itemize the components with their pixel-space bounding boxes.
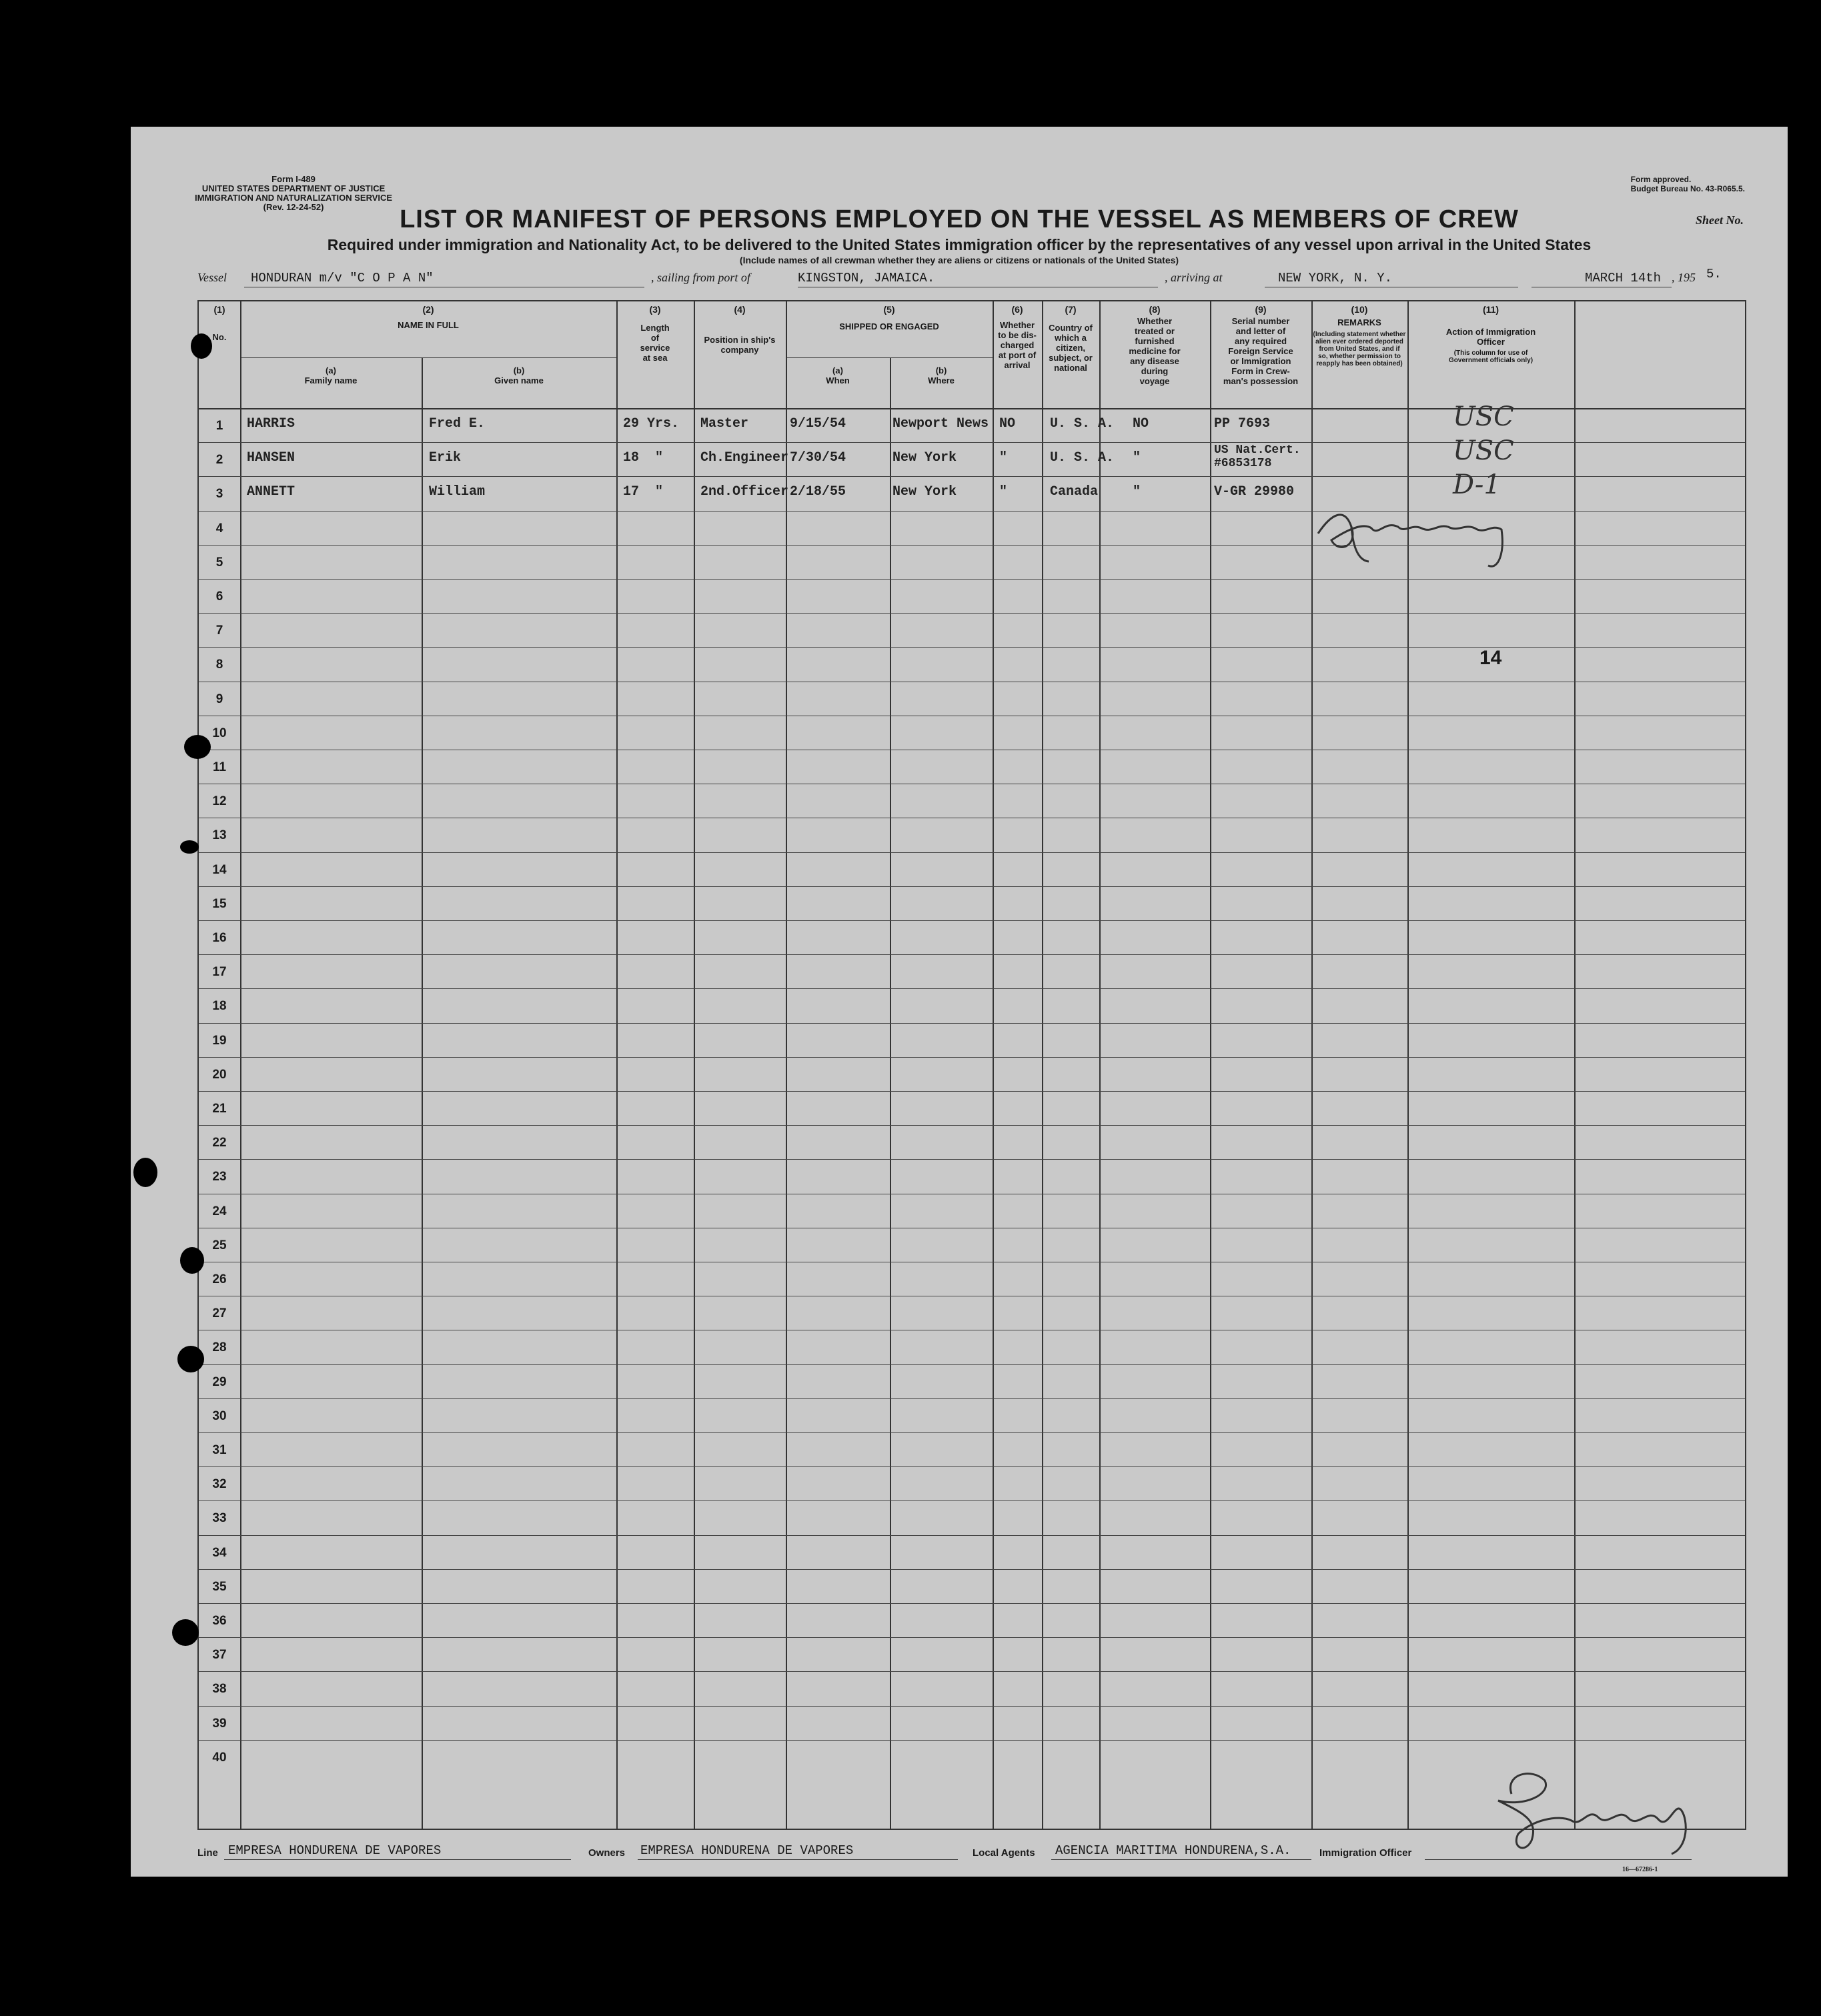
crew-discharged: " [999, 450, 1008, 466]
required-statement: Required under immigration and Nationality Act, to be delivered to the United States immigration officer by the representatives of any vessel upon arrival in the United States [327, 236, 1592, 253]
col2-number: (2) [422, 304, 434, 315]
revision: (Rev. 12-24-52) [263, 202, 324, 212]
row-number: 6 [215, 590, 223, 604]
row-number: 9 [215, 692, 223, 706]
manifest-page [131, 127, 1788, 1877]
row-number: 24 [212, 1204, 227, 1218]
col-position: Position in ship's company [704, 335, 776, 355]
col-country: Country of which a citizen, subject, or national [1049, 323, 1093, 373]
row-number: 13 [212, 828, 227, 843]
service: IMMIGRATION AND NATURALIZATION SERVICE [195, 193, 393, 203]
col-name-in-full: NAME IN FULL [398, 320, 459, 330]
row-number: 4 [215, 521, 223, 536]
row-number: 36 [212, 1614, 227, 1628]
crew-family: ANNETT [247, 484, 295, 500]
sheet-no: Sheet No. [1696, 213, 1744, 227]
col-treated: Whether treated or furnished medicine for any disease during voyage [1129, 316, 1181, 386]
crew-discharged: " [999, 484, 1008, 500]
crew-family: HANSEN [247, 450, 295, 466]
row-number: 27 [212, 1306, 227, 1321]
row-number: 35 [212, 1579, 227, 1594]
row-line [199, 476, 1745, 477]
budget-bureau: Budget Bureau No. 43-R065.5. [1630, 184, 1745, 193]
row-number: 10 [212, 726, 227, 740]
crew-action: USC [1453, 401, 1514, 432]
row-number: 7 [215, 624, 223, 638]
annotation-14: 14 [1479, 647, 1502, 669]
col-remarks-note: (Including statement whether alien ever ordered deported from United States, and if so, whether permission to reapply has been obtained) [1313, 331, 1406, 367]
year-prefix: , 195 [1672, 271, 1696, 284]
row-number: 11 [212, 760, 227, 774]
col-family-name: (a) Family name [304, 365, 358, 385]
row-number: 22 [212, 1136, 227, 1150]
col6-number: (6) [1011, 304, 1023, 315]
row-number: 12 [212, 794, 227, 809]
form-title: LIST OR MANIFEST OF PERSONS EMPLOYED ON THE VESSEL AS MEMBERS OF CREW [400, 205, 1519, 233]
print-code: 16—67286-1 [1622, 1866, 1658, 1873]
row-line [199, 1432, 1745, 1433]
row-number: 34 [212, 1545, 227, 1560]
crew-given: William [429, 484, 486, 500]
row-line [199, 579, 1745, 580]
owners-label: Owners [588, 1847, 626, 1859]
col9-number: (9) [1255, 304, 1267, 315]
row-line [199, 1057, 1745, 1058]
year-digit: 5. [1706, 267, 1722, 281]
col5-number: (5) [883, 304, 895, 315]
row-line [199, 852, 1745, 853]
row-line [199, 1603, 1745, 1604]
row-line [199, 1569, 1745, 1570]
voyage-line [197, 267, 1732, 288]
row-line [199, 1671, 1745, 1672]
punch-hole [177, 1346, 204, 1372]
col-length-service: Length of service at sea [640, 323, 670, 363]
form-header-right [1631, 175, 1745, 193]
row-number: 37 [212, 1648, 227, 1663]
col11-number: (11) [1482, 304, 1499, 315]
row-line [199, 1706, 1745, 1707]
owners-company: EMPRESA HONDURENA DE VAPORES [640, 1843, 854, 1858]
crew-position: Master [700, 416, 749, 431]
arriving-at: NEW YORK, N. Y. [1278, 271, 1393, 285]
row-line [199, 1535, 1745, 1536]
row-line [199, 1466, 1745, 1467]
crew-country: Canada [1050, 484, 1099, 500]
punch-hole [191, 333, 212, 359]
col-given-name: (b) Given name [494, 365, 544, 385]
row-number: 21 [212, 1102, 227, 1116]
row-number: 33 [212, 1511, 227, 1526]
row-number: 32 [212, 1477, 227, 1492]
crew-service: 18 " [623, 450, 664, 466]
arriving-label: , arriving at [1165, 271, 1223, 284]
crew-when: 7/30/54 [790, 450, 846, 466]
form-number: Form I-489 [271, 174, 316, 184]
signature-remarks [1305, 487, 1558, 574]
row-number: 8 [215, 658, 223, 672]
col-where: (b) Where [928, 365, 955, 385]
row-line [199, 1125, 1745, 1126]
col10-number: (10) [1351, 304, 1368, 315]
col-remarks: REMARKS [1337, 317, 1381, 327]
col8-number: (8) [1149, 304, 1161, 315]
officer-label: Immigration Officer [1319, 1847, 1412, 1859]
col-shipped-engaged: SHIPPED OR ENGAGED [839, 321, 939, 331]
department: UNITED STATES DEPARTMENT OF JUSTICE [201, 183, 386, 193]
crew-where: New York [892, 450, 957, 466]
crew-when: 2/18/55 [790, 484, 846, 500]
crew-when: 9/15/54 [790, 416, 846, 431]
line-label: Line [197, 1847, 218, 1859]
row-number: 5 [215, 555, 223, 570]
punch-hole [180, 1247, 204, 1274]
row-number: 30 [212, 1408, 227, 1423]
row-line [199, 920, 1745, 921]
row-line [199, 1364, 1745, 1365]
row-number: 28 [212, 1340, 227, 1355]
form-approved: Form approved. [1630, 175, 1692, 184]
row-line [199, 613, 1745, 614]
crew-discharged: NO [999, 416, 1016, 431]
col4-number: (4) [734, 304, 746, 315]
crew-service: 29 Yrs. [623, 416, 680, 431]
row-number: 38 [212, 1682, 227, 1697]
row-line [199, 988, 1745, 989]
crew-serial: V-GR 29980 [1214, 484, 1295, 500]
row-line [199, 647, 1745, 648]
crew-service: 17 " [623, 484, 664, 500]
crew-position: 2nd.Officer [700, 484, 789, 500]
row-line [199, 1398, 1745, 1399]
col-action: Action of Immigration Officer [1445, 327, 1536, 347]
col1-number: (1) [213, 304, 225, 315]
col-serial: Serial number and letter of any required Foreign Service or Immigration Form in Crew- man's possession [1223, 316, 1299, 386]
row-number: 1 [215, 419, 223, 433]
agents-label: Local Agents [973, 1847, 1035, 1859]
row-number: 20 [212, 1067, 227, 1082]
include-note: (Include names of all crewman whether they are aliens or citizens or nationals of the United States) [739, 255, 1179, 265]
crew-action: D-1 [1453, 469, 1501, 501]
col7-number: (7) [1065, 304, 1077, 315]
punch-hole [172, 1619, 199, 1646]
row-number: 14 [212, 862, 227, 877]
col-no: No. [212, 332, 227, 342]
row-number: 29 [212, 1374, 227, 1389]
row-line [199, 886, 1745, 887]
col-when: (a) When [826, 365, 850, 385]
row-line [199, 1091, 1745, 1092]
sailing-from: KINGSTON, JAMAICA. [798, 271, 935, 285]
crew-given: Fred E. [429, 416, 486, 431]
crew-position: Ch.Engineer [700, 450, 789, 466]
vessel-label: Vessel [197, 271, 227, 284]
row-number: 19 [212, 1033, 227, 1048]
row-line [199, 1637, 1745, 1638]
row-line [199, 1159, 1745, 1160]
row-line [199, 1740, 1745, 1741]
crew-country: U. S. A. [1050, 450, 1115, 466]
row-number: 26 [212, 1272, 227, 1286]
signature-officer [1458, 1754, 1738, 1867]
crew-given: Erik [429, 450, 462, 466]
row-number: 25 [212, 1238, 227, 1252]
punch-hole [133, 1158, 157, 1187]
crew-serial: US Nat.Cert. #6853178 [1214, 443, 1301, 471]
col-discharged: Whether to be dis- charged at port of arrival [998, 320, 1037, 370]
crew-action: USC [1453, 435, 1514, 467]
row-number: 17 [212, 965, 227, 980]
row-number: 16 [212, 931, 227, 945]
punch-hole [184, 735, 211, 759]
crew-serial: PP 7693 [1214, 416, 1271, 431]
row-number: 23 [212, 1170, 227, 1184]
vessel-name: HONDURAN m/v "C O P A N" [251, 271, 434, 285]
punch-hole [180, 840, 199, 854]
row-line [199, 954, 1745, 955]
row-number: 3 [215, 487, 223, 501]
line-company: EMPRESA HONDURENA DE VAPORES [228, 1843, 442, 1858]
crew-treated: NO [1133, 416, 1149, 431]
row-number: 40 [212, 1750, 227, 1765]
crew-where: New York [892, 484, 957, 500]
crew-where: Newport News [892, 416, 989, 431]
sailing-label: , sailing from port of [651, 271, 750, 284]
crew-country: U. S. A. [1050, 416, 1115, 431]
crew-family: HARRIS [247, 416, 295, 431]
row-line [199, 1023, 1745, 1024]
row-number: 18 [212, 999, 227, 1014]
col-action-note: (This column for use of Government officials only) [1448, 349, 1534, 364]
row-number: 39 [212, 1716, 227, 1731]
crew-treated: " [1133, 484, 1141, 500]
arrival-date: MARCH 14th [1585, 271, 1662, 285]
row-number: 15 [212, 896, 227, 911]
crew-treated: " [1133, 450, 1141, 466]
agents-company: AGENCIA MARITIMA HONDURENA,S.A. [1055, 1843, 1291, 1858]
row-number: 2 [215, 453, 223, 467]
col3-number: (3) [649, 304, 661, 315]
row-line [199, 1500, 1745, 1501]
row-number: 31 [212, 1443, 227, 1457]
